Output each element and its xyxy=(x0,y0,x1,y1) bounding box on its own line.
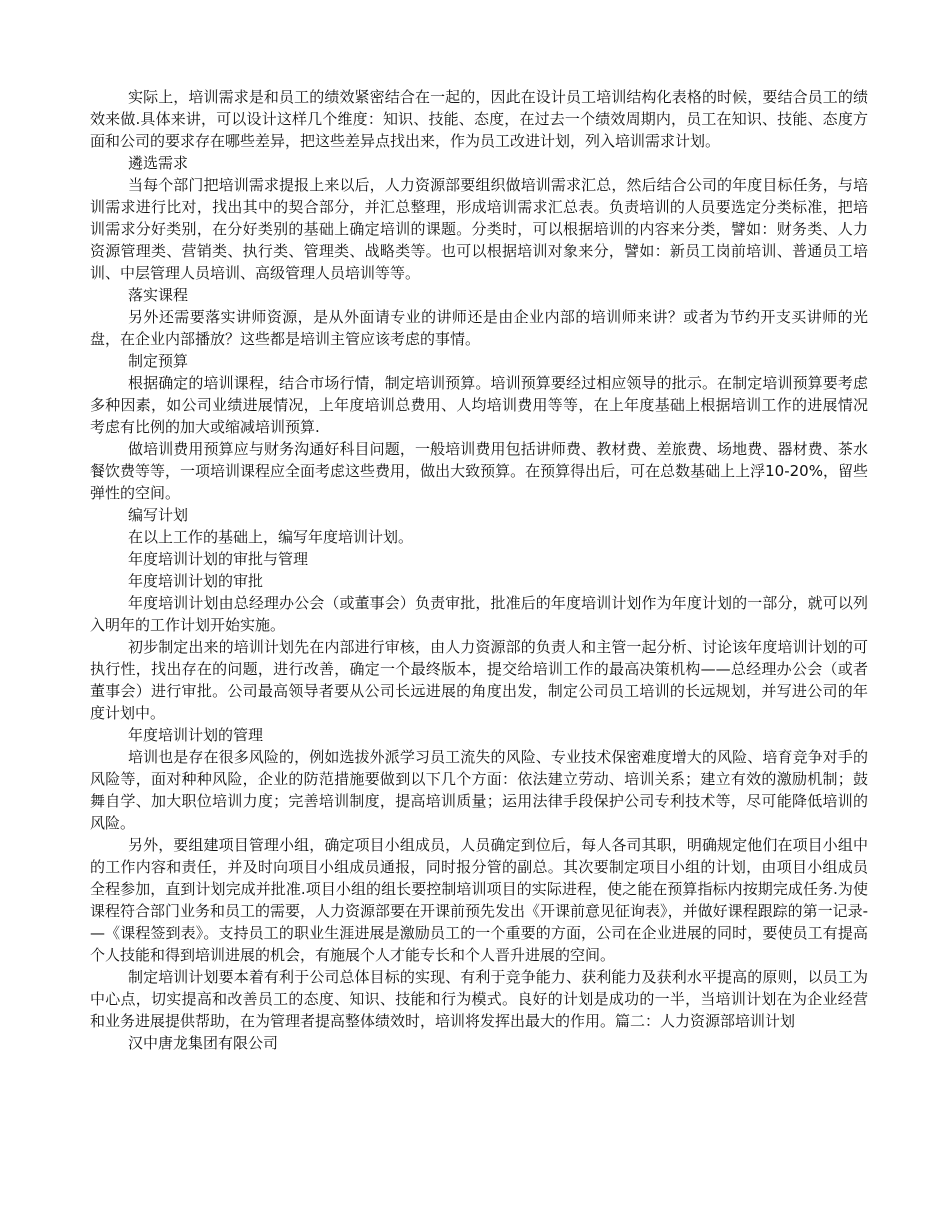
paragraph-project-group: 另外，要组建项目管理小组，确定项目小组成员，人员确定到位后，每人各司其职，明确规定他们在项目小组中的工作内容和责任，并及时向项目小组成员通报，同时报分管的副总。其次要制定项目小组的计划，由项目小组成员全程参加，直到计划完成并批准.项目小组的组长要控制培训项目的实际进程，使之能在预算指标内按期完成任务.为使课程符合部门业务和员工的需要，人力资源部要在开课前预先发出《开课前意见征询表》，并做好课程跟踪的第一记录-—《课程签到表》。支持员工的职业生涯进展是激励员工的一个重要的方面，公司在企业进展的同时，要使员工有提高个人技能和得到培训进展的机会，有施展个人才能专长和个人晋升进展的空间。 xyxy=(90,836,868,964)
paragraph-principles: 制定培训计划要本着有利于公司总体目标的实现、有利于竞争能力、获利能力及获利水平提高的原则，以员工为中心点，切实提高和改善员工的态度、知识、技能和行为模式。良好的计划是成功的一半，当培训计划在为企业经营和业务进展提供帮助，在为管理者提高整体绩效时，培训将发挥出最大的作用。篇二：人力资源部培训计划 xyxy=(90,968,868,1030)
heading-implement-courses: 落实课程 xyxy=(128,286,189,304)
paragraph-approval: 年度培训计划由总经理办公会（或董事会）负责审批，批准后的年度培训计划作为年度计划的一部分，就可以列入明年的工作计划开始实施。 xyxy=(90,594,868,634)
heading-management: 年度培训计划的管理 xyxy=(128,726,264,744)
heading-write-plan: 编写计划 xyxy=(128,506,189,524)
paragraph-instructors: 另外还需要落实讲师资源，是从外面请专业的讲师还是由企业内部的培训师来讲？或者为节约开支买讲师的光盘，在企业内部播放？这些都是培训主管应该考虑的事情。 xyxy=(90,308,868,348)
heading-approval: 年度培训计划的审批 xyxy=(128,572,264,590)
heading-budget: 制定预算 xyxy=(128,352,189,370)
company-name: 汉中唐龙集团有限公司 xyxy=(128,1034,279,1052)
paragraph-needs-summary: 当每个部门把培训需求提报上来以后，人力资源部要组织做培训需求汇总，然后结合公司的年度目标任务，与培训需求进行比对，找出其中的契合部分，并汇总整理，形成培训需求汇总表。负责培训的人员要选定分类标准，把培训需求分好类别，在分好类别的基础上确定培训的课题。分类时，可以根据培训的内容来分类，譬如：财务类、人力资源管理类、营销类、执行类、管理类、战略类等。也可以根据培训对象来分，譬如：新员工岗前培训、普通员工培训、中层管理人员培训、高级管理人员培训等等。 xyxy=(90,176,868,282)
paragraph-performance-needs: 实际上，培训需求是和员工的绩效紧密结合在一起的，因此在设计员工培训结构化表格的时候，要结合员工的绩效来做.具体来讲，可以设计这样几个维度：知识、技能、态度，在过去一个绩效周期内，员工在知识、技能、态度方面和公司的要求存在哪些差异，把这些差异点找出来，作为员工改进计划，列入培训需求计划。 xyxy=(90,88,868,150)
line-write-annual-plan: 在以上工作的基础上，编写年度培训计划。 xyxy=(128,528,414,546)
paragraph-review: 初步制定出来的培训计划先在内部进行审核，由人力资源部的负责人和主管一起分析、讨论该年度培训计划的可执行性，找出存在的问题，进行改善，确定一个最终版本，提交给培训工作的最高决策机构——总经理办公会（或者董事会）进行审批。公司最高领导者要从公司长远进展的角度出发，制定公司员工培训的长远规划，并写进公司的年度计划中。 xyxy=(90,638,868,722)
heading-select-needs: 遴选需求 xyxy=(128,154,189,172)
paragraph-budget: 根据确定的培训课程，结合市场行情，制定培训预算。培训预算要经过相应领导的批示。在制定培训预算要考虑多种因素，如公司业绩进展情况，上年度培训总费用、人均培训费用等等，在上年度基础上根据培训工作的进展情况考虑有比例的加大或缩减培训预算. xyxy=(90,374,868,436)
paragraph-budget-costs: 做培训费用预算应与财务沟通好科目问题，一般培训费用包括讲师费、教材费、差旅费、场地费、器材费、茶水餐饮费等等，一项培训课程应全面考虑这些费用，做出大致预算。在预算得出后，可在总数基础上上浮10-20%，留些弹性的空间。 xyxy=(90,440,868,502)
heading-approval-management: 年度培训计划的审批与管理 xyxy=(128,550,309,568)
paragraph-risks: 培训也是存在很多风险的，例如选拔外派学习员工流失的风险、专业技术保密难度增大的风险、培育竞争对手的风险等，面对种种风险，企业的防范措施要做到以下几个方面：依法建立劳动、培训关系；建立有效的激励机制；鼓舞自学、加大职位培训力度；完善培训制度，提高培训质量；运用法律手段保护公司专利技术等，尽可能降低培训的风险。 xyxy=(90,748,868,832)
